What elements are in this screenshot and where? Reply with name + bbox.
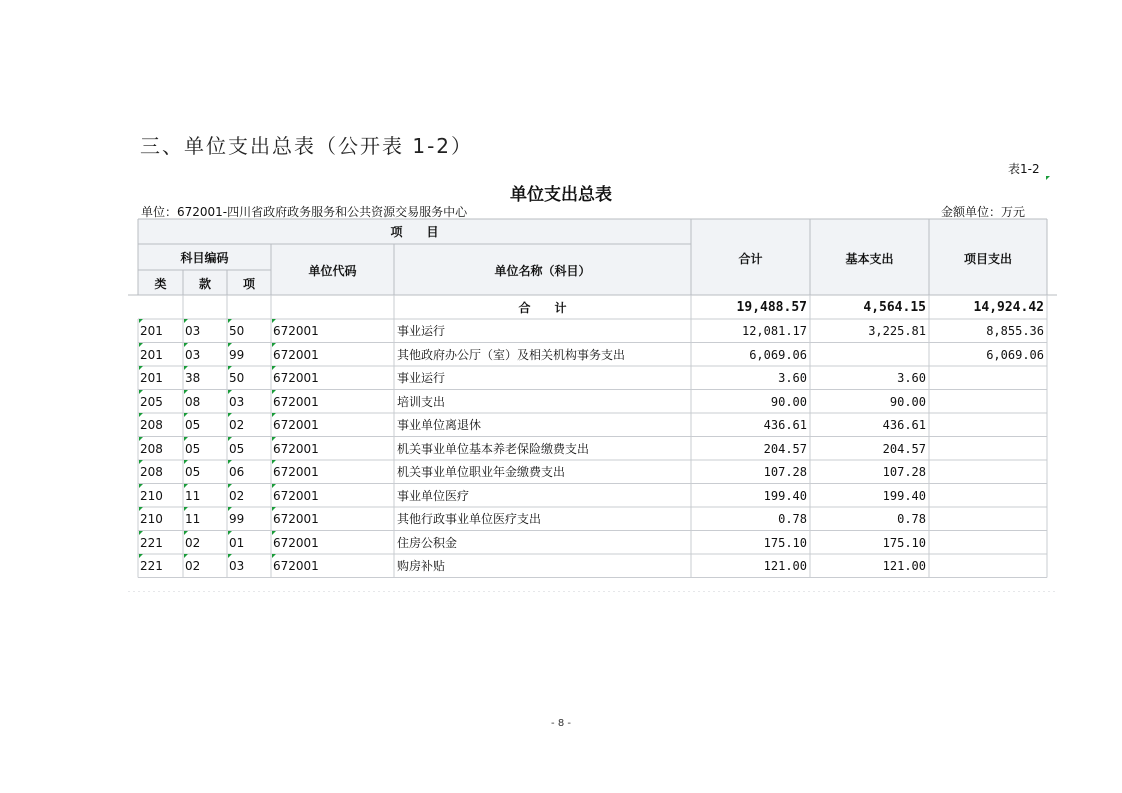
cell-name: 事业运行 [397,324,446,338]
cell-basic: 175.10 [882,535,926,550]
cell-xiang: 02 [229,418,245,432]
cell-basic: 3,225.81 [868,324,926,338]
table-number: 表1-2 [1008,162,1040,176]
cell-marker-icon [184,390,188,394]
cell-marker-icon [184,554,188,558]
cell-project [929,414,1044,436]
header-project: 项 目 [390,225,439,239]
cell-project [929,461,1044,483]
cell-marker-icon [228,460,232,464]
cell-kuan: 05 [185,418,201,432]
cell-kuan: 38 [185,371,201,385]
cell-marker-icon [272,531,276,535]
cell-marker-icon [228,507,232,511]
cell-total: 175.10 [763,535,807,550]
cell-lei: 205 [140,394,163,409]
cell-code: 672001 [273,488,319,503]
cell-marker-icon [272,554,276,558]
cell-kuan: 05 [185,441,201,456]
header-total: 合计 [738,252,763,266]
header-unit-code: 单位代码 [308,264,357,278]
header-project-expense: 项目支出 [963,252,1012,266]
cell-xiang: 99 [229,347,245,362]
cell-name: 机关事业单位基本养老保险缴费支出 [397,441,590,456]
header-kuan: 款 [198,277,211,291]
cell-marker-icon [184,507,188,511]
cell-xiang: 05 [229,441,245,456]
cell-xiang: 50 [229,371,245,385]
total-row-project: 14,924.42 [973,300,1044,315]
cell-marker-icon [272,319,276,323]
cell-total: 6,069.06 [749,347,807,362]
cell-marker-icon [228,319,232,323]
cell-marker-icon [184,437,188,441]
cell-marker-icon [228,484,232,488]
cell-marker-icon [272,484,276,488]
cell-marker-icon [139,366,143,370]
cell-basic: 0.78 [897,512,926,526]
cell-kuan: 11 [185,488,201,503]
amount-unit-label: 金额单位：万元 [941,205,1026,219]
cell-code: 672001 [273,465,319,479]
cell-marker-icon [272,507,276,511]
cell-lei: 208 [140,418,163,432]
cell-marker-icon [139,390,143,394]
cell-total: 436.61 [763,418,807,432]
cell-name: 事业运行 [397,371,446,385]
total-row-basic: 4,564.15 [863,300,926,315]
total-row-label: 合 计 [518,301,567,315]
cell-basic: 3.60 [897,371,926,385]
cell-xiang: 06 [229,465,245,479]
cell-marker-icon [228,366,232,370]
cell-project [929,438,1044,460]
cell-marker-icon [139,531,143,535]
cell-name: 其他政府办公厅（室）及相关机构事务支出 [397,347,626,362]
cell-total: 0.78 [778,512,807,526]
cell-marker-icon [272,390,276,394]
cell-code: 672001 [273,418,319,432]
cell-code: 672001 [273,371,319,385]
cell-marker-icon [184,413,188,417]
page-number: - 8 - [551,718,571,729]
cell-marker-icon [228,343,232,347]
cell-code: 672001 [273,394,319,409]
cell-xiang: 50 [229,324,245,338]
cell-code: 672001 [273,347,319,362]
cell-lei: 221 [140,535,163,550]
cell-project [929,485,1044,507]
cell-code: 672001 [273,535,319,550]
cell-xiang: 99 [229,512,245,526]
cell-marker-icon [139,554,143,558]
cell-name: 事业单位医疗 [397,488,470,503]
cell-marker-icon [184,484,188,488]
cell-xiang: 02 [229,488,245,503]
cell-marker-icon [272,460,276,464]
cell-marker-icon [139,437,143,441]
cell-marker-icon [228,390,232,394]
cell-basic: 436.61 [882,418,926,432]
cell-marker-icon [139,319,143,323]
table-title: 单位支出总表 [510,185,612,205]
cell-project: 8,855.36 [986,324,1044,338]
cell-marker-icon [139,507,143,511]
cell-name: 事业单位离退休 [397,418,482,432]
cell-xiang: 03 [229,559,245,573]
cell-basic: 204.57 [882,441,926,456]
cell-basic: 107.28 [882,465,926,479]
cell-marker-icon [184,531,188,535]
cell-name: 培训支出 [397,394,446,409]
cell-xiang: 03 [229,394,245,409]
cell-marker-icon [139,460,143,464]
cell-marker-icon [184,366,188,370]
cell-lei: 208 [140,465,163,479]
cell-kuan: 02 [185,559,201,573]
cell-lei: 201 [140,371,163,385]
cell-xiang: 01 [229,535,245,550]
cell-marker-icon [272,343,276,347]
cell-code: 672001 [273,559,319,573]
cell-code: 672001 [273,512,319,526]
cell-kuan: 03 [185,324,201,338]
cell-marker-icon [184,343,188,347]
header-basic: 基本支出 [845,252,894,266]
table-number-marker-icon [1046,176,1050,180]
cell-code: 672001 [273,441,319,456]
cell-marker-icon [228,554,232,558]
cell-code: 672001 [273,324,319,338]
cell-marker-icon [272,366,276,370]
cell-marker-icon [139,484,143,488]
cell-kuan: 02 [185,535,201,550]
header-xiang: 项 [242,277,255,291]
total-row-total: 19,488.57 [736,300,807,315]
cell-marker-icon [139,343,143,347]
unit-label: 单位：672001-四川省政府政务服务和公共资源交易服务中心 [141,205,468,219]
header-unit-name: 单位名称（科目） [494,264,591,278]
cell-project [929,367,1044,389]
cell-marker-icon [228,437,232,441]
cell-marker-icon [184,460,188,464]
cell-project [929,508,1044,530]
cell-total: 121.00 [763,559,807,573]
cell-project [929,532,1044,554]
cell-lei: 210 [140,488,163,503]
cell-basic: 121.00 [882,559,926,573]
cell-marker-icon [272,413,276,417]
cell-marker-icon [184,319,188,323]
cell-total: 107.28 [763,465,807,479]
header-lei: 类 [154,277,167,291]
cell-total: 12,081.17 [741,324,807,338]
cell-lei: 221 [140,559,163,573]
cell-kuan: 08 [185,394,201,409]
cell-project [929,555,1044,577]
cell-basic: 90.00 [889,394,926,409]
header-subject-code: 科目编码 [180,251,229,265]
cell-lei: 208 [140,441,163,456]
cell-lei: 201 [140,324,163,338]
cell-kuan: 03 [185,347,201,362]
cell-lei: 201 [140,347,163,362]
cell-total: 204.57 [763,441,807,456]
cell-project [929,391,1044,413]
cell-project: 6,069.06 [986,347,1044,362]
cell-basic [810,344,926,366]
cell-lei: 210 [140,512,163,526]
cell-name: 购房补贴 [397,559,446,573]
cell-kuan: 11 [185,512,201,526]
cell-total: 199.40 [763,488,807,503]
cell-marker-icon [228,413,232,417]
cell-kuan: 05 [185,465,201,479]
cell-basic: 199.40 [882,488,926,503]
cell-marker-icon [139,413,143,417]
cell-marker-icon [272,437,276,441]
cell-total: 90.00 [770,394,807,409]
cell-marker-icon [228,531,232,535]
cell-name: 住房公积金 [397,535,458,550]
cell-name: 其他行政事业单位医疗支出 [397,512,542,526]
cell-name: 机关事业单位职业年金缴费支出 [397,465,566,479]
section-title: 三、单位支出总表（公开表 1-2） [140,134,474,158]
cell-total: 3.60 [778,371,807,385]
